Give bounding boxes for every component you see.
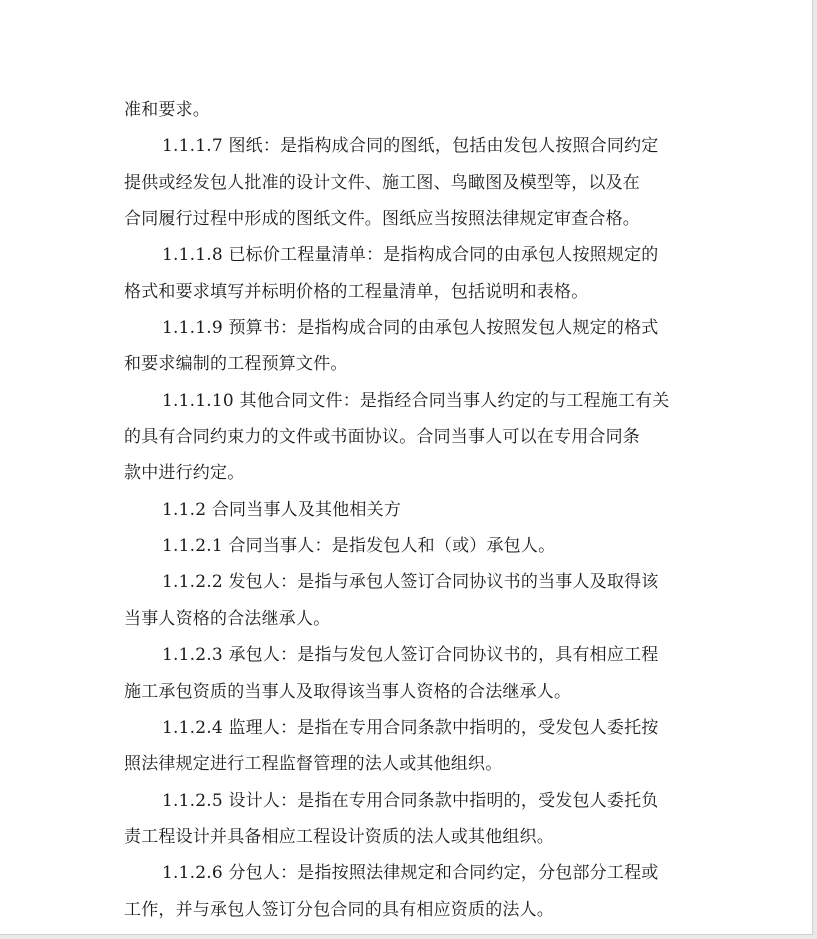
text-line: 照法律规定进行工程监督管理的法人或其他组织。 bbox=[124, 754, 503, 775]
text-line: 1.1.2 合同当事人及其他相关方 bbox=[162, 499, 402, 520]
text-line: 提供或经发包人批准的设计文件、施工图、鸟瞰图及模型等，以及在 bbox=[124, 172, 640, 193]
document-body bbox=[124, 92, 696, 928]
text-line: 款中进行约定。 bbox=[124, 463, 245, 484]
text-line: 的具有合同约束力的文件或书面协议。合同当事人可以在专用合同条 bbox=[124, 427, 640, 448]
text-line: 合同履行过程中形成的图纸文件。图纸应当按照法律规定审查合格。 bbox=[124, 209, 640, 230]
text-line: 1.1.1.9 预算书：是指构成合同的由承包人按照发包人规定的格式 bbox=[162, 318, 659, 339]
text-line: 1.1.1.7 图纸：是指构成合同的图纸，包括由发包人按照合同约定 bbox=[162, 136, 659, 157]
text-line: 1.1.2.1 合同当事人：是指发包人和（或）承包人。 bbox=[162, 536, 556, 557]
text-line: 1.1.2.5 设计人：是指在专用合同条款中指明的，受发包人委托负 bbox=[162, 790, 659, 811]
text-line: 1.1.1.10 其他合同文件：是指经合同当事人约定的与工程施工有关 bbox=[162, 390, 670, 411]
text-line: 工作，并与承包人签订分包合同的具有相应资质的法人。 bbox=[124, 899, 554, 920]
text-line: 当事人资格的合法继承人。 bbox=[124, 608, 331, 629]
text-line: 准和要求。 bbox=[124, 100, 210, 120]
text-line: 和要求编制的工程预算文件。 bbox=[124, 354, 348, 375]
text-line: 1.1.2.4 监理人：是指在专用合同条款中指明的，受发包人委托按 bbox=[162, 717, 659, 738]
text-line: 格式和要求填写并标明价格的工程量清单，包括说明和表格。 bbox=[124, 281, 589, 302]
text-line: 施工承包资质的当事人及取得该当事人资格的合法继承人。 bbox=[124, 681, 572, 702]
text-line: 1.1.2.3 承包人：是指与发包人签订合同协议书的，具有相应工程 bbox=[162, 645, 659, 666]
text-line: 1.1.1.8 已标价工程量清单：是指构成合同的由承包人按照规定的 bbox=[162, 245, 659, 266]
text-line: 责工程设计并具备相应工程设计资质的法人或其他组织。 bbox=[124, 826, 554, 847]
text-line: 1.1.2.6 分包人：是指按照法律规定和合同约定，分包部分工程或 bbox=[162, 863, 659, 884]
text-line: 1.1.2.2 发包人：是指与承包人签订合同协议书的当事人及取得该 bbox=[162, 572, 659, 593]
